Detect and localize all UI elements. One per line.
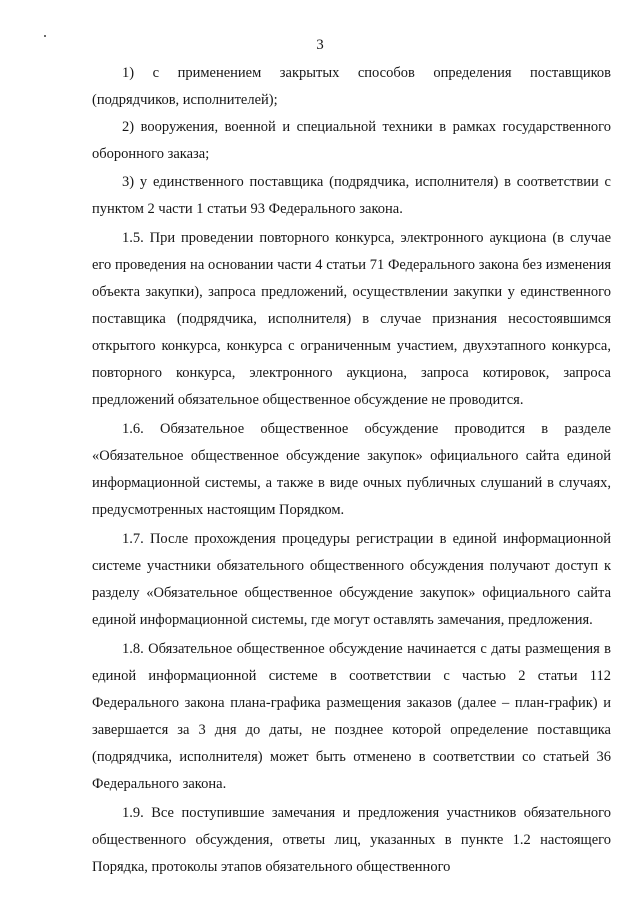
document-body (92, 60, 611, 881)
scan-speck (44, 35, 46, 37)
paragraph-1-7: 1.7. После прохождения процедуры регистрации в единой информационной системе участники обязательного общественного обсуждения получают доступ к разделу «Обязательное общественное обсуждение закупок» официального сайта единой информационной системы, где могут оставлять замечания, предложения. (92, 531, 611, 628)
paragraph-single-supplier: 3) у единственного поставщика (подрядчика, исполнителя) в соответствии с пунктом 2 части 1 статьи 93 Федерального закона. (92, 174, 611, 217)
paragraph-1-5: 1.5. При проведении повторного конкурса, электронного аукциона (в случае его проведения на основании части 4 статьи 71 Федерального закона без изменения объекта закупки), запроса предложений, осуществлении закупки у единственного поставщика (подрядчика, исполнителя) в случае признания несостоявшимся открытого конкурса, конкурса с ограниченным участием, двухэтапного конкурса, повторного конкурса, электронного аукциона, запроса котировок, запроса предложений обязательное общественное обсуждение не проводится. (92, 230, 611, 408)
paragraph-1-9: 1.9. Все поступившие замечания и предложения участников обязательного общественного обсуждения, ответы лиц, указанных в пункте 1.2 настоящего Порядка, протоколы этапов обязательного общественного (92, 805, 611, 875)
paragraph-1-8: 1.8. Обязательное общественное обсуждение начинается с даты размещения в единой информационной системе в соответствии с частью 2 статьи 112 Федерального закона плана-графика размещения заказов (далее – план-график) и завершается за 3 дня до даты, не позднее которой определение поставщика (подрядчика, исполнителя) может быть отменено в соответствии со статьей 36 Федерального закона. (92, 641, 611, 792)
paragraph-defense-order: 2) вооружения, военной и специальной техники в рамках государственного оборонного заказа; (92, 119, 611, 162)
page-number: 3 (316, 37, 324, 53)
paragraph-1-6: 1.6. Обязательное общественное обсуждение проводится в разделе «Обязательное общественное обсуждение закупок» официального сайта единой информационной системы, а также в виде очных публичных слушаний в случаях, предусмотренных настоящим Порядком. (92, 421, 611, 518)
paragraph-closed-methods: 1) с применением закрытых способов определения поставщиков (подрядчиков, исполнителей); (92, 65, 611, 108)
